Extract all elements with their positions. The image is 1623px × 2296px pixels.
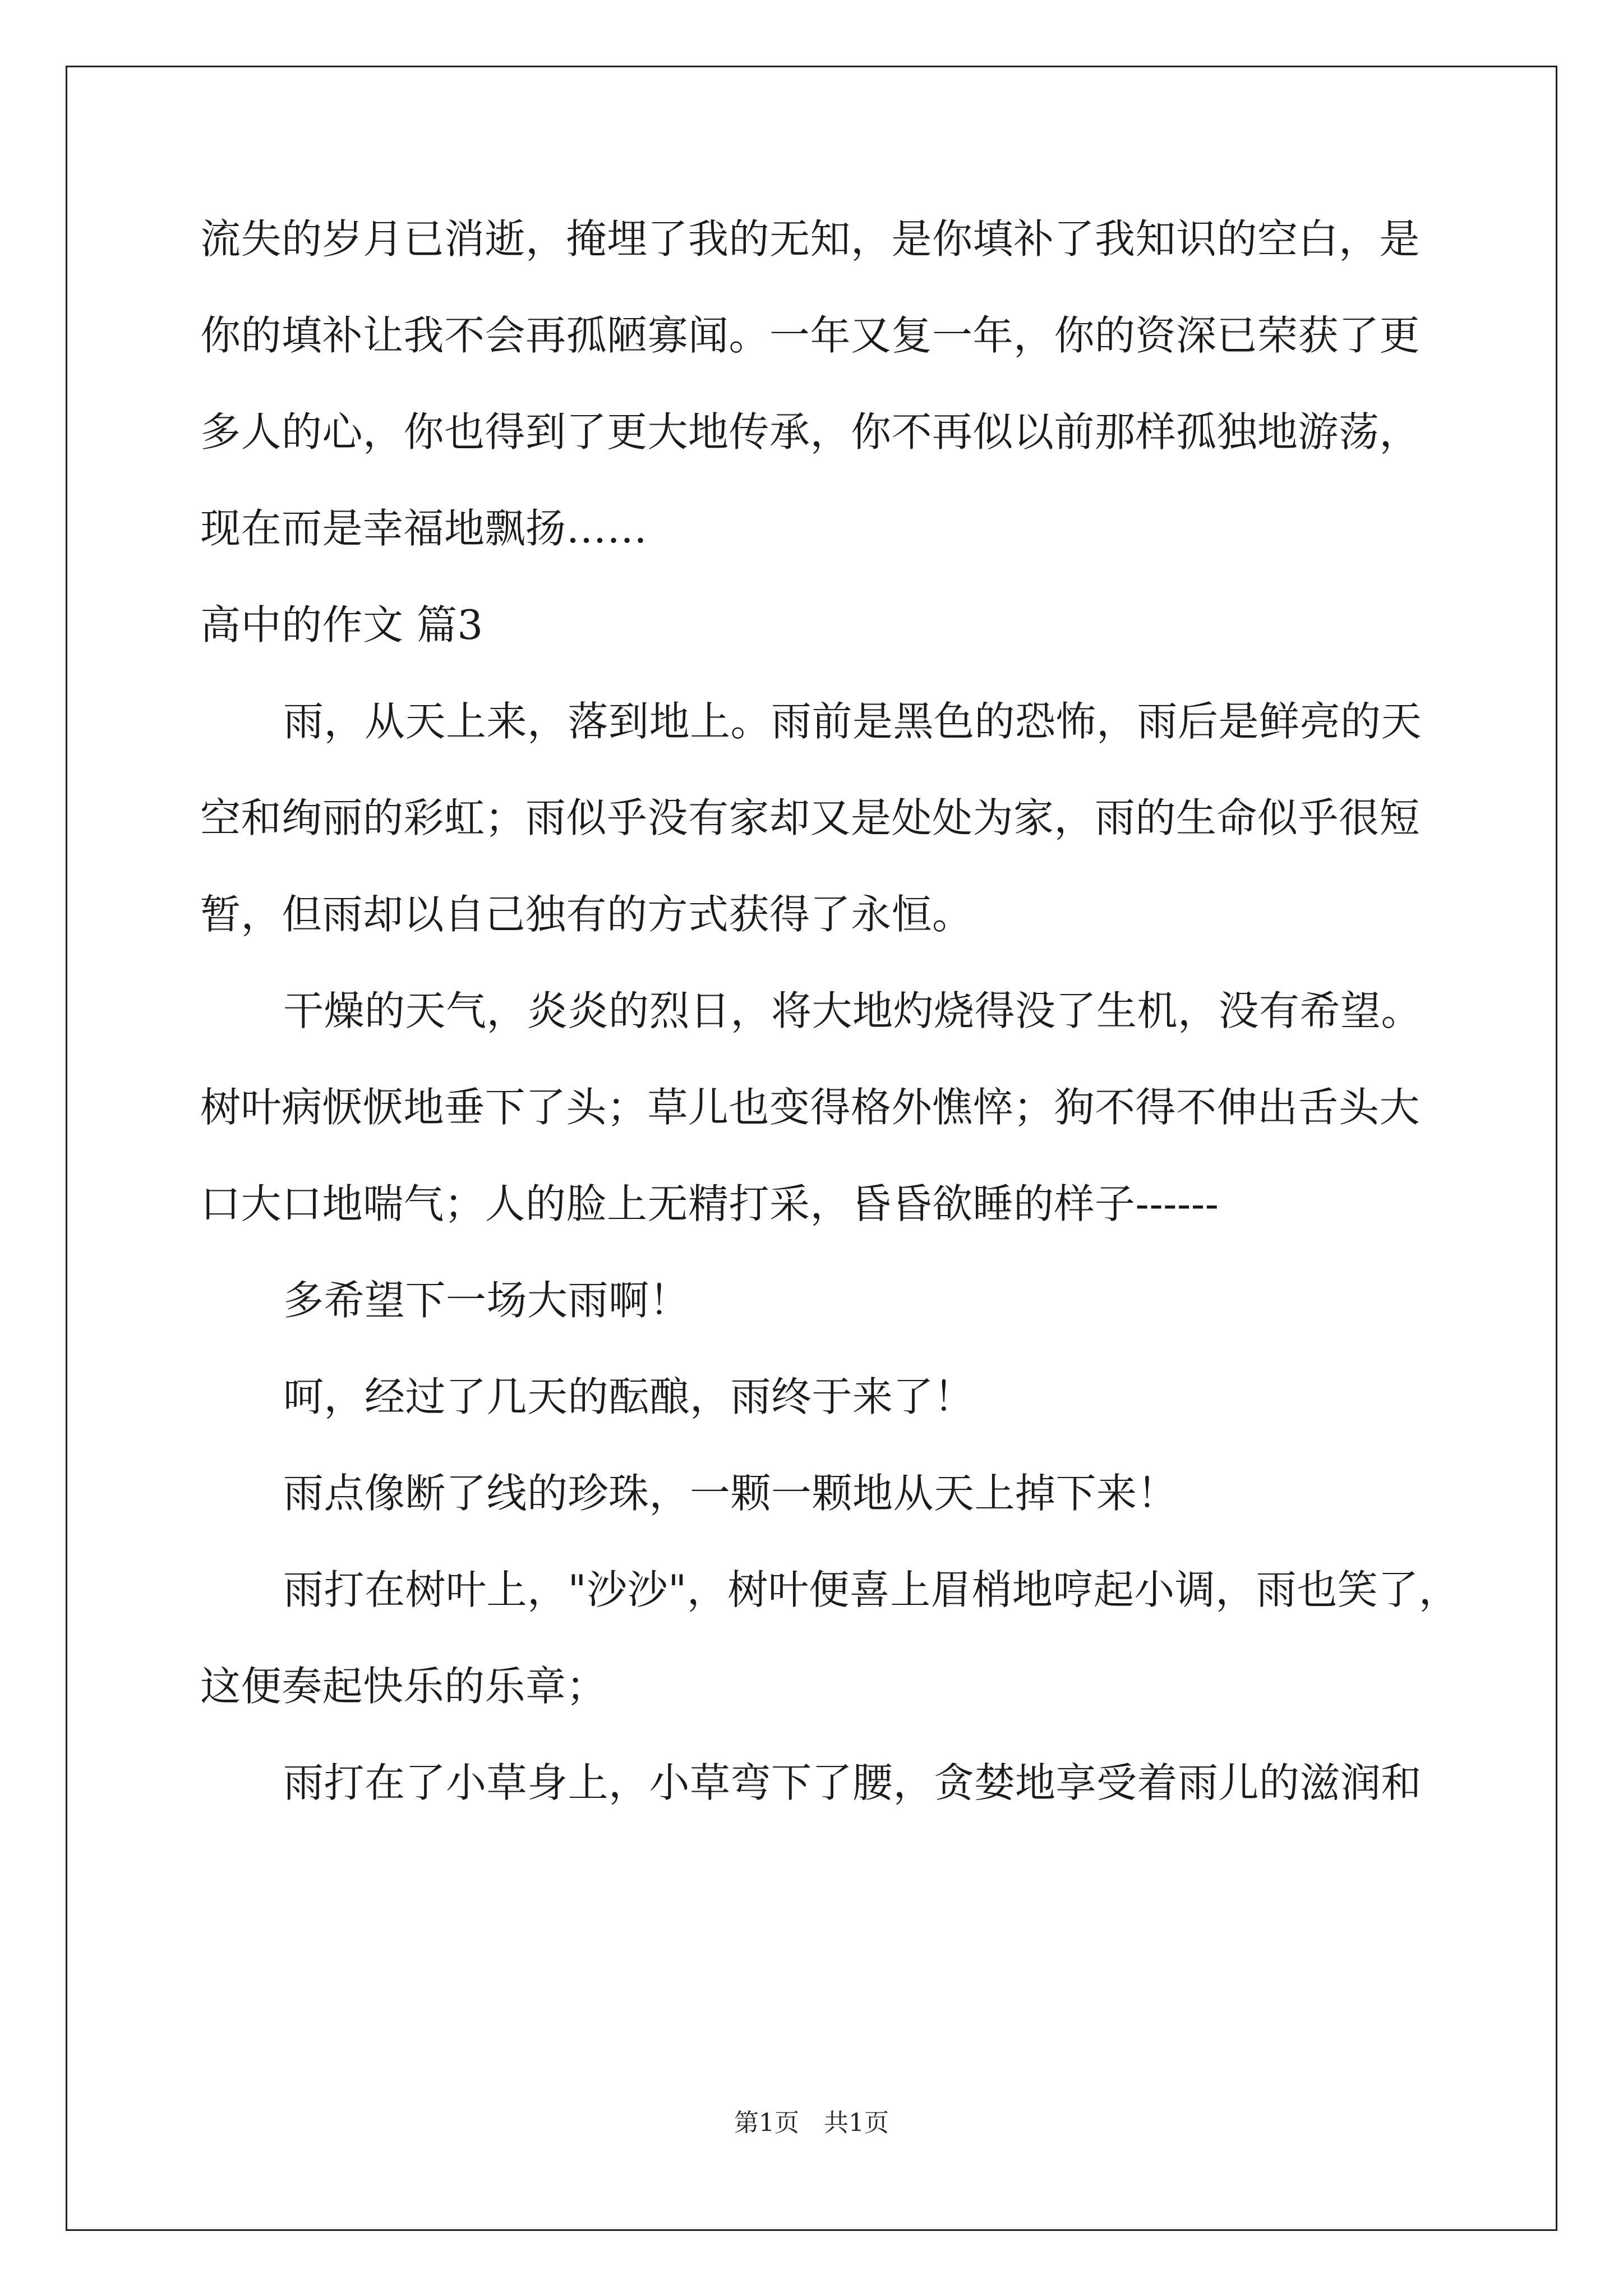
paragraph-line: 雨，从天上来，落到地上。雨前是黑色的恐怖，雨后是鲜亮的天 (283, 698, 1422, 745)
paragraph-line: 干燥的天气，炎炎的烈日，将大地灼烧得没了生机，没有希望。 (283, 987, 1422, 1034)
paragraph-line: 树叶病恹恹地垂下了头；草儿也变得格外憔悴；狗不得不伸出舌头大 (200, 1084, 1421, 1131)
paragraph-line: 雨打在了小草身上，小草弯下了腰，贪婪地享受着雨儿的滋润和 (283, 1759, 1422, 1806)
paragraph-line: 你的填补让我不会再孤陋寡闻。一年又复一年，你的资深已荣获了更 (200, 312, 1421, 359)
section-heading: 高中的作文 篇3 (200, 601, 483, 648)
paragraph-line: 流失的岁月已消逝，掩埋了我的无知，是你填补了我知识的空白，是 (200, 215, 1421, 263)
paragraph-line: 多希望下一场大雨啊！ (283, 1277, 690, 1324)
paragraph-line: 这便奏起快乐的乐章； (200, 1663, 607, 1710)
paragraph-line: 呵，经过了几天的酝酿，雨终于来了！ (283, 1373, 975, 1420)
paragraph-line: 现在而是幸福地飘扬…… (200, 505, 648, 552)
paragraph-line: 雨打在树叶上，"沙沙"，树叶便喜上眉梢地哼起小调，雨也笑了， (283, 1566, 1460, 1613)
page-footer: 第1页 共1页 (734, 2109, 889, 2137)
paragraph-line: 空和绚丽的彩虹；雨似乎没有家却又是处处为家，雨的生命似乎很短 (200, 794, 1421, 841)
paragraph-line: 雨点像断了线的珍珠，一颗一颗地从天上掉下来！ (283, 1470, 1178, 1517)
paragraph-line: 暂，但雨却以自己独有的方式获得了永恒。 (200, 891, 973, 938)
paragraph-line: 口大口地喘气；人的脸上无精打采，昏昏欲睡的样子------ (200, 1180, 1219, 1227)
paragraph-line: 多人的心，你也得到了更大地传承，你不再似以前那样孤独地游荡， (200, 408, 1421, 455)
page-frame (66, 66, 1557, 2231)
